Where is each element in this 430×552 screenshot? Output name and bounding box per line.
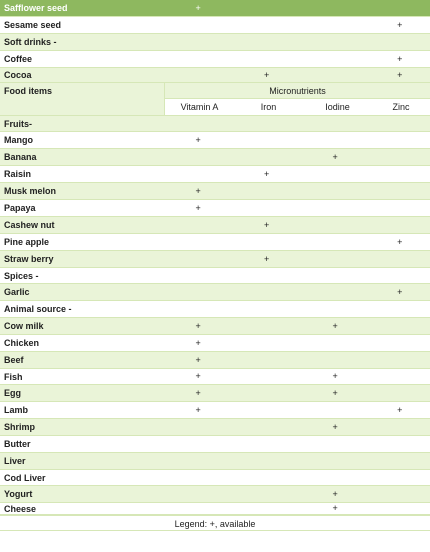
table-row xyxy=(0,68,430,83)
food-name: Raisin xyxy=(4,169,32,179)
zinc-header: Zinc xyxy=(392,102,410,112)
table-row xyxy=(0,183,430,200)
food-name: Cow milk xyxy=(4,321,44,331)
food-name: Yogurt xyxy=(4,489,33,499)
vitamin-a-mark: + xyxy=(195,185,201,196)
table-row xyxy=(0,318,430,335)
table-row xyxy=(0,166,430,183)
iodine-mark: + xyxy=(332,421,338,432)
food-name: Cod Liver xyxy=(4,472,46,483)
food-name: Sesame seed xyxy=(4,20,62,30)
table-row xyxy=(0,132,430,149)
food-name: Musk melon xyxy=(4,186,57,196)
iodine-mark: + xyxy=(332,387,338,398)
food-name: Papaya xyxy=(4,203,36,213)
food-name: Pine apple xyxy=(4,237,50,247)
iron-mark: + xyxy=(264,168,270,179)
food-name: Shrimp xyxy=(4,422,36,432)
vitamin-a-mark: + xyxy=(195,320,201,331)
table-row xyxy=(0,34,430,51)
food-name: Safflower seed xyxy=(4,3,68,13)
table-row xyxy=(0,352,430,369)
micronutrient-subheaders xyxy=(165,99,430,116)
table-row xyxy=(0,402,430,419)
micronutrients-header: Micronutrients xyxy=(165,83,430,99)
iodine-mark: + xyxy=(332,371,338,381)
table-row xyxy=(0,51,430,68)
vitamin-a-header: Vitamin A xyxy=(180,102,219,112)
food-name: Mango xyxy=(4,135,33,145)
food-name: Cheese xyxy=(4,503,37,514)
zinc-mark: + xyxy=(397,19,403,30)
table-row xyxy=(0,419,430,436)
table-row xyxy=(0,335,430,352)
legend: Legend: +, available xyxy=(0,515,430,531)
iodine-header: Iodine xyxy=(325,102,350,112)
table-row xyxy=(0,436,430,453)
iodine-mark: + xyxy=(332,503,338,513)
food-name: Straw berry xyxy=(4,254,54,264)
table-row xyxy=(0,385,430,402)
food-name: Animal source - xyxy=(4,304,72,314)
vitamin-a-mark: + xyxy=(195,387,201,398)
food-name: Butter xyxy=(4,439,31,449)
table-row xyxy=(0,200,430,217)
vitamin-a-mark: + xyxy=(195,404,201,415)
iron-mark: + xyxy=(264,219,270,230)
table-row xyxy=(0,251,430,268)
table-row xyxy=(0,0,430,17)
table-row xyxy=(0,234,430,251)
table-row xyxy=(0,17,430,34)
table-row xyxy=(0,486,430,503)
food-name: Spices - xyxy=(4,270,39,281)
food-name: Chicken xyxy=(4,338,40,348)
food-name: Cocoa xyxy=(4,70,32,80)
vitamin-a-mark: + xyxy=(195,371,201,381)
table-row xyxy=(0,217,430,234)
zinc-mark: + xyxy=(397,404,403,415)
table-row xyxy=(0,503,430,515)
zinc-mark: + xyxy=(397,286,403,297)
food-name: Cashew nut xyxy=(4,220,55,230)
zinc-mark: + xyxy=(397,236,403,247)
table-row xyxy=(0,470,430,486)
iron-mark: + xyxy=(264,253,270,264)
food-name: Liver xyxy=(4,456,26,466)
iron-mark: + xyxy=(264,69,270,80)
food-name: Coffee xyxy=(4,54,33,64)
vitamin-a-mark: + xyxy=(195,337,201,348)
food-name: Beef xyxy=(4,355,24,365)
table-row xyxy=(0,301,430,318)
table-row xyxy=(0,369,430,385)
iodine-mark: + xyxy=(332,488,338,499)
table-row xyxy=(0,116,430,132)
food-name: Fruits- xyxy=(4,118,32,129)
vitamin-a-mark: + xyxy=(195,134,201,145)
iodine-mark: + xyxy=(332,320,338,331)
table-row xyxy=(0,453,430,470)
table-row xyxy=(0,284,430,301)
iron-header: Iron xyxy=(260,102,277,112)
food-name: Soft drinks - xyxy=(4,37,57,47)
food-items-header: Food items xyxy=(0,83,165,116)
zinc-mark: + xyxy=(397,53,403,64)
food-name: Egg xyxy=(4,388,21,398)
iodine-mark: + xyxy=(332,151,338,162)
table-row xyxy=(0,149,430,166)
zinc-mark: + xyxy=(397,69,403,80)
vitamin-a-mark: + xyxy=(195,354,201,365)
food-name: Garlic xyxy=(4,287,30,297)
food-name: Lamb xyxy=(4,405,29,415)
vitamin-a-mark: + xyxy=(195,202,201,213)
table-row xyxy=(0,268,430,284)
food-name: Fish xyxy=(4,371,23,382)
food-name: Banana xyxy=(4,152,37,162)
vitamin-a-mark: + xyxy=(195,2,201,13)
